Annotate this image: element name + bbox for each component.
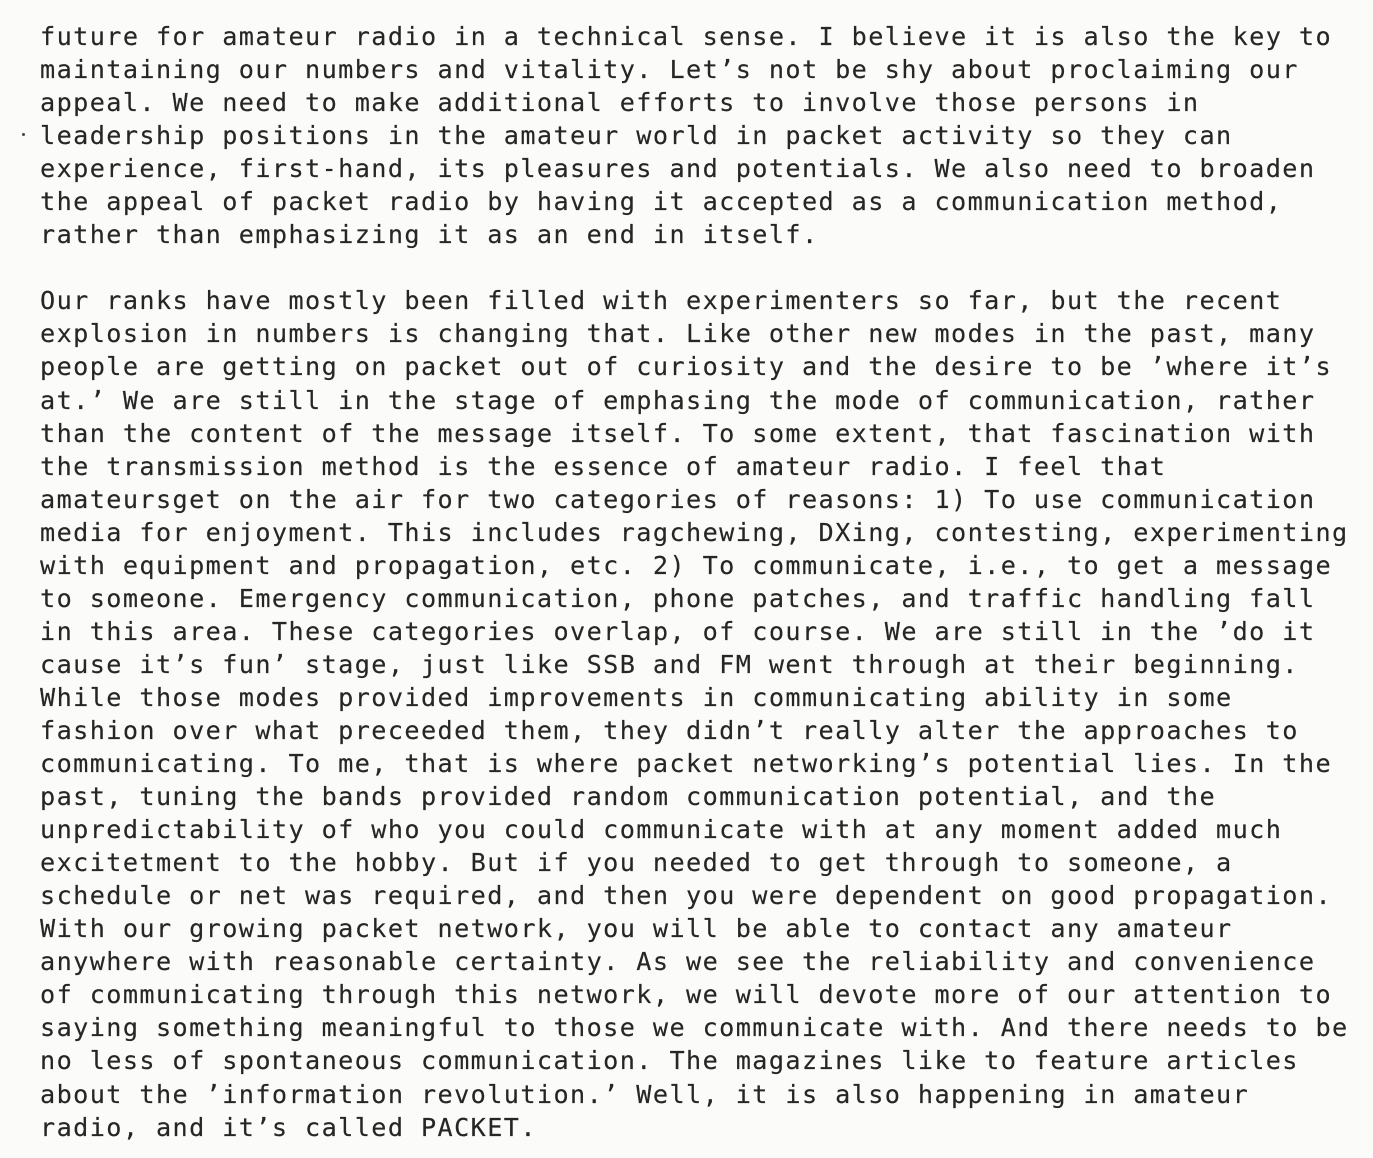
- text-line: saying something meaningful to those we communicate with. And there needs to be: [40, 1013, 1349, 1043]
- text-line: explosion in numbers is changing that. Like other new modes in the past, many: [40, 319, 1316, 349]
- text-line: in this area. These categories overlap, of course. We are still in the ’do it: [40, 616, 1316, 646]
- text-line: Our ranks have mostly been filled with experimenters so far, but the recent: [40, 286, 1283, 316]
- text-line: no less of spontaneous communication. The magazines like to feature articles: [40, 1046, 1299, 1076]
- document-page: [40, 20, 1365, 1144]
- text-line: of communicating through this network, we will devote more of our attention to: [40, 980, 1333, 1010]
- text-line: the appeal of packet radio by having it accepted as a communication method,: [40, 187, 1283, 217]
- text-line: With our growing packet network, you will be able to contact any amateur: [40, 914, 1233, 944]
- text-line: appeal. We need to make additional efforts to involve those persons in: [40, 88, 1200, 118]
- text-line: people are getting on packet out of curiosity and the desire to be ’where it’s: [40, 352, 1333, 382]
- text-line: experience, first-hand, its pleasures and potentials. We also need to broaden: [40, 154, 1316, 184]
- text-line: While those modes provided improvements in communicating ability in some: [40, 682, 1233, 712]
- text-line: rather than emphasizing it as an end in itself.: [40, 220, 819, 250]
- text-line: schedule or net was required, and then you were dependent on good propagation.: [40, 881, 1333, 911]
- text-line: future for amateur radio in a technical sense. I believe it is also the key to: [40, 22, 1333, 51]
- text-line: with equipment and propagation, etc. 2) To communicate, i.e., to get a message: [40, 550, 1333, 580]
- paragraph-gap: [40, 251, 1365, 284]
- text-line: than the content of the message itself. To some extent, that fascination with: [40, 418, 1316, 448]
- text-line: leadership positions in the amateur world in packet activity so they can: [40, 121, 1233, 151]
- margin-mark: [22, 133, 25, 136]
- text-line: amateursget on the air for two categories of reasons: 1) To use communication: [40, 484, 1316, 514]
- text-line: anywhere with reasonable certainty. As we see the reliability and convenience: [40, 947, 1316, 977]
- text-line: about the ’information revolution.’ Well, it is also happening in amateur: [40, 1079, 1250, 1109]
- text-line: unpredictability of who you could communicate with at any moment added much: [40, 815, 1283, 845]
- text-line: media for enjoyment. This includes ragchewing, DXing, contesting, experimenting: [40, 517, 1349, 547]
- text-line: the transmission method is the essence of amateur radio. I feel that: [40, 451, 1167, 481]
- paragraph: [40, 284, 1365, 1143]
- text-line: past, tuning the bands provided random communication potential, and the: [40, 782, 1217, 812]
- text-line: fashion over what preceeded them, they didn’t really alter the approaches to: [40, 715, 1299, 745]
- text-line: cause it’s fun’ stage, just like SSB and FM went through at their beginning.: [40, 649, 1299, 679]
- text-line: radio, and it’s called PACKET.: [40, 1112, 537, 1142]
- text-line: excitetment to the hobby. But if you needed to get through to someone, a: [40, 848, 1233, 878]
- text-line: at.’ We are still in the stage of emphasing the mode of communication, rather: [40, 385, 1316, 415]
- text-line: maintaining our numbers and vitality. Let’s not be shy about proclaiming our: [40, 55, 1299, 85]
- text-line: communicating. To me, that is where packet networking’s potential lies. In the: [40, 749, 1333, 779]
- paragraph: [40, 20, 1365, 251]
- text-line: to someone. Emergency communication, phone patches, and traffic handling fall: [40, 583, 1316, 613]
